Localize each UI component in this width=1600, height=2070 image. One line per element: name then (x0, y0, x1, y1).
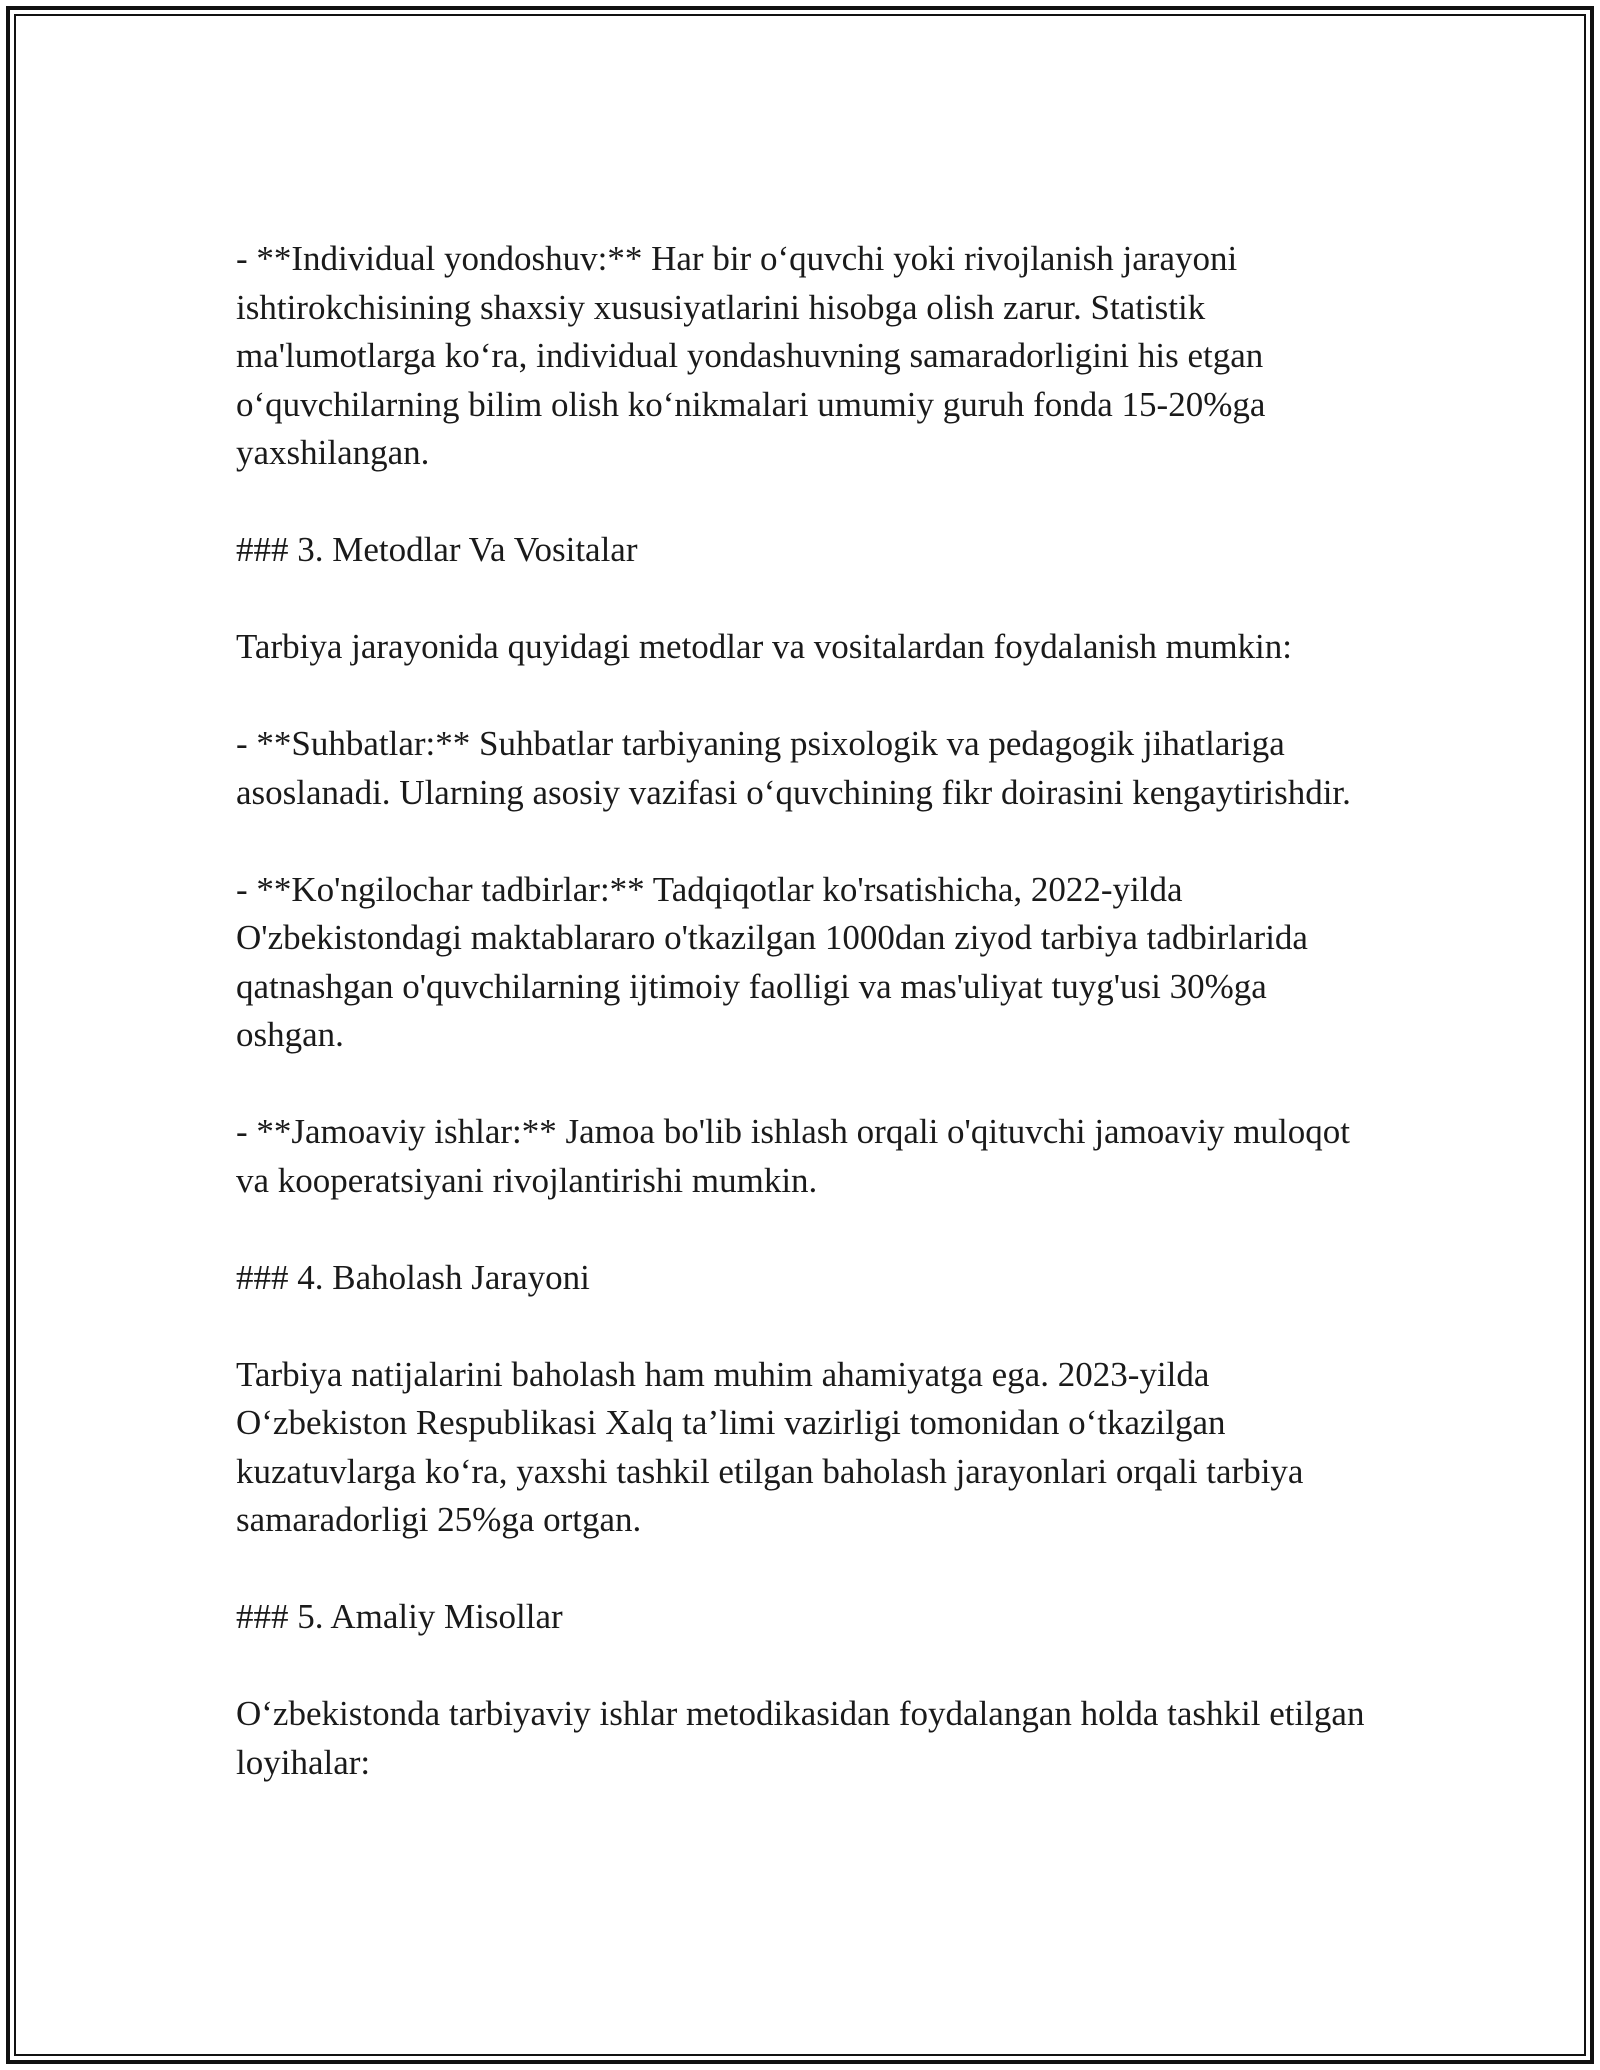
paragraph-conversations: - **Suhbatlar:** Suhbatlar tarbiyaning psixologik va pedagogik jihatlariga asoslanadi. Ularning asosiy vazifasi o‘quvchining fikr doirasini kengaytirishdir. (236, 724, 1351, 812)
paragraph-individual-approach: - **Individual yondoshuv:** Har bir o‘quvchi yoki rivojlanish jarayoni ishtirokchisining shaxsiy xususiyatlarini hisobga olish zarur. Statistik ma'lumotlarga ko‘ra, individual yondashuvning samaradorligini his etgan o‘quvchilarning bilim olish ko‘nikmalari umumiy guruh fonda 15-20%ga yaxshilangan. (236, 239, 1266, 472)
paragraph-entertainment-events: - **Ko'ngilochar tadbirlar:** Tadqiqotlar ko'rsatishicha, 2022-yilda O'zbekistondagi maktablararo o'tkazilgan 1000dan ziyod tarbiya tadbirlarida qatnashgan o'quvchilarning ijtimoiy faolligi va mas'uliyat tuyg'usi 30%ga oshgan. (236, 869, 1308, 1054)
paragraph-methods-intro: Tarbiya jarayonida quyidagi metodlar va vositalardan foydalanish mumkin: (236, 627, 1292, 666)
paragraph-assessment: Tarbiya natijalarini baholash ham muhim ahamiyatga ega. 2023-yilda O‘zbekiston Respublikasi Xalq ta’limi vazirligi tomonidan o‘tkazilgan kuzatuvlarga ko‘ra, yaxshi tashkil etilgan baholash jarayonlari orqali tarbiya samaradorligi 25%ga ortgan. (236, 1354, 1304, 1539)
paragraph-projects: O‘zbekistonda tarbiyaviy ishlar metodikasidan foydalangan holda tashkil etilgan loyihalar: (236, 1694, 1365, 1782)
document-body (236, 235, 1376, 1836)
heading-practical-examples: ### 5. Amaliy Misollar (236, 1597, 563, 1636)
heading-methods-and-tools: ### 3. Metodlar Va Vositalar (236, 530, 638, 569)
heading-assessment-process: ### 4. Baholash Jarayoni (236, 1257, 590, 1297)
paragraph-team-work: - **Jamoaviy ishlar:** Jamoa bo'lib ishlash orqali o'qituvchi jamoaviy muloqot va kooperatsiyani rivojlantirishi mumkin. (236, 1112, 1350, 1200)
